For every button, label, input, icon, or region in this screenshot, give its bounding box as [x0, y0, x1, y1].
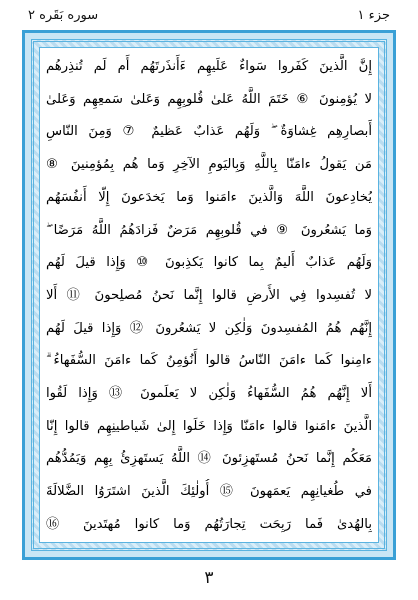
ornamental-frame — [22, 30, 396, 560]
text-line: في طُغيانِهِم يَعمَهونَ ⑮ أُولٰئِكَ الَّذينَ اشتَرَوُا الضَّلالَةَ — [46, 484, 372, 500]
surah-label: سوره بَقَره ٢ — [28, 8, 99, 23]
text-line: يُخادِعونَ اللَّهَ وَالَّذينَ ءامَنوا وَما يَخدَعونَ إِلّا أَنفُسَهُم — [46, 189, 372, 205]
text-line: أَبصارِهِم غِشاوَةٌ ۖ وَلَهُم عَذابٌ عَظيمٌ ⑦ وَمِنَ النّاسِ — [46, 124, 372, 140]
frame-border — [31, 39, 387, 551]
page-number: ٣ — [204, 568, 214, 588]
text-line: مَعَكُم إِنَّما نَحنُ مُستَهزِئونَ ⑭ اللَّهُ يَستَهزِئُ بِهِم وَيَمُدُّهُم — [46, 451, 372, 467]
juz-label: جزء ١ — [357, 8, 390, 23]
text-line: أَلا إِنَّهُم هُمُ السُّفَهاءُ وَلٰكِن لا يَعلَمونَ ⑬ وَإِذا لَقُوا — [46, 386, 372, 402]
text-line: بِالهُدىٰ فَما رَبِحَت تِجارَتُهُم وَما كانوا مُهتَدينَ ⑯ — [46, 516, 372, 532]
text-line: وَلَهُم عَذابٌ أَليمٌ بِما كانوا يَكذِبونَ ⑩ وَإِذا قيلَ لَهُم — [46, 255, 372, 271]
text-line: الَّذينَ ءامَنوا قالوا ءامَنّا وَإِذا خَلَوا إِلىٰ شَياطينِهِم قالوا إِنّا — [46, 418, 372, 434]
page-header — [0, 6, 418, 28]
text-line: مَن يَقولُ ءامَنّا بِاللَّهِ وَبِاليَومِ الآخِرِ وَما هُم بِمُؤمِنينَ ⑧ — [46, 157, 372, 173]
text-line: إِنَّهُم هُمُ المُفسِدونَ وَلٰكِن لا يَشعُرونَ ⑫ وَإِذا قيلَ لَهُم — [46, 320, 372, 336]
text-line: إِنَّ الَّذينَ كَفَروا سَواءٌ عَلَيهِم ءَأَنذَرتَهُم أَم لَم تُنذِرهُم — [46, 59, 372, 74]
text-line: وَما يَشعُرونَ ⑨ في قُلوبِهِم مَرَضٌ فَزادَهُمُ اللَّهُ مَرَضًا ۖ — [46, 222, 372, 238]
text-line: لا يُؤمِنونَ ⑥ خَتَمَ اللَّهُ عَلىٰ قُلوبِهِم وَعَلىٰ سَمعِهِم وَعَلىٰ — [46, 91, 372, 107]
quran-text-area — [39, 47, 379, 543]
text-line: لا تُفسِدوا فِي الأَرضِ قالوا إِنَّما نَحنُ مُصلِحونَ ⑪ أَلا — [46, 287, 372, 303]
text-line: ءامِنوا كَما ءامَنَ النّاسُ قالوا أَنُؤمِنُ كَما ءامَنَ السُّفَهاءُ ۗ — [46, 353, 372, 369]
